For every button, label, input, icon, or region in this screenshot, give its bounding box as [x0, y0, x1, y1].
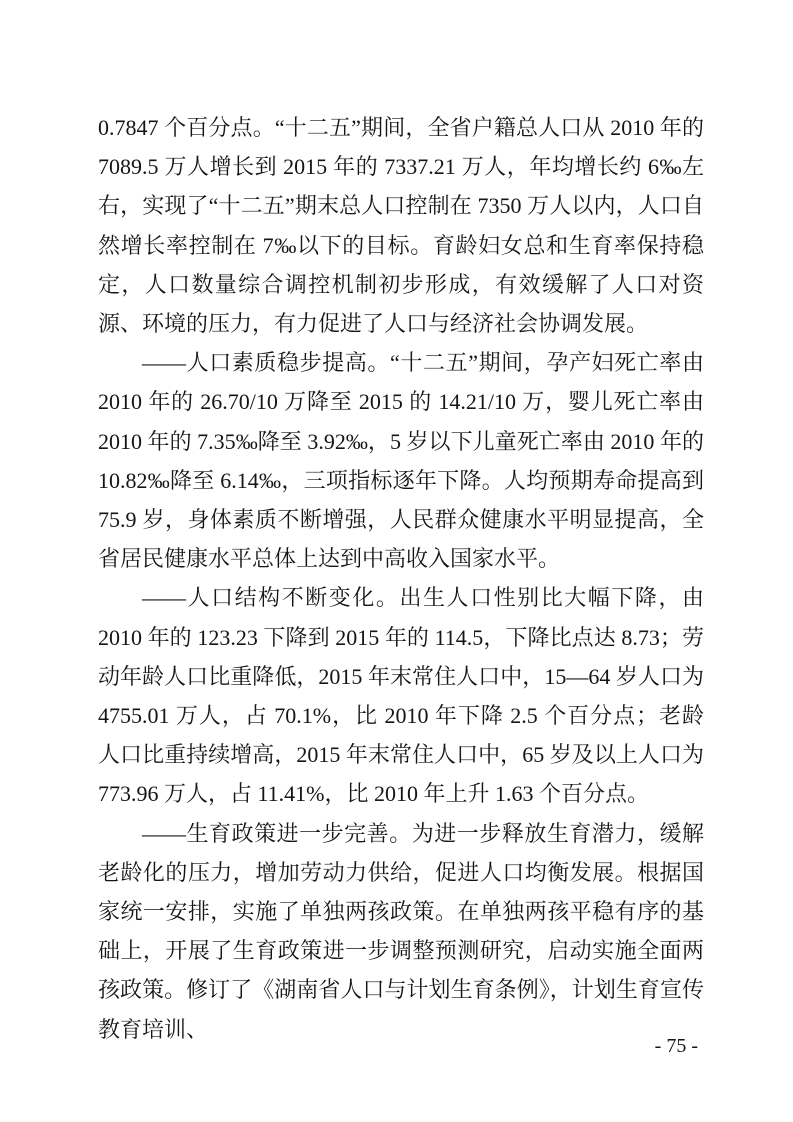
document-body: [98, 108, 704, 1049]
paragraph-lead: ——人口结构不断变化。: [142, 585, 400, 611]
paragraph-text: 出生人口性别比大幅下降，由 2010 年的 123.23 下降到 2015 年的 114.5，下降比点达 8.73；劳动年龄人口比重降低，2015 年末常住人口中，15—64 岁人口为 4755.01 万人，占 70.1%，比 2010 年下降 2.5 个百分点；老龄人口比重持续增高，2015 年末常住人口中，65 岁及以上人口为 773.96 万人，占 11.41%，比 2010 年上升 1.63 个百分点。: [98, 585, 704, 807]
paragraph-lead: ——生育政策进一步完善。: [142, 820, 412, 846]
paragraph: [98, 343, 704, 578]
paragraph: [98, 108, 704, 343]
paragraph-text: 0.7847 个百分点。“十二五”期间，全省户籍总人口从 2010 年的 7089.5 万人增长到 2015 年的 7337.21 万人，年均增长约 6‰左右，实现了“十二五”期末总人口控制在 7350 万人以内，人口自然增长率控制在 7‰以下的目标。育龄妇女总和生育率保持稳定，人口数量综合调控机制初步形成，有效缓解了人口对资源、环境的压力，有力促进了人口与经济社会协调发展。: [98, 115, 704, 337]
paragraph-text: “十二五”期间，孕产妇死亡率由 2010 年的 26.70/10 万降至 2015 的 14.21/10 万，婴儿死亡率由 2010 年的 7.35‰降至 3.92‰，5 岁以下儿童死亡率由 2010 年的 10.82‰降至 6.14‰，三项指标逐年下降。人均预期寿命提高到 75.9 岁，身体素质不断增强，人民群众健康水平明显提高，全省居民健康水平总体上达到中高收入国家水平。: [98, 350, 704, 572]
paragraph: [98, 578, 704, 813]
paragraph-text: 为进一步释放生育潜力，缓解老龄化的压力，增加劳动力供给，促进人口均衡发展。根据国家统一安排，实施了单独两孩政策。在单独两孩平稳有序的基础上，开展了生育政策进一步调整预测研究，启动实施全面两孩政策。修订了《湖南省人口与计划生育条例》，计划生育宣传教育培训、: [98, 820, 704, 1042]
paragraph: [98, 814, 704, 1049]
paragraph-lead: ——人口素质稳步提高。: [142, 350, 391, 376]
page-number: - 75 -: [654, 1035, 698, 1057]
